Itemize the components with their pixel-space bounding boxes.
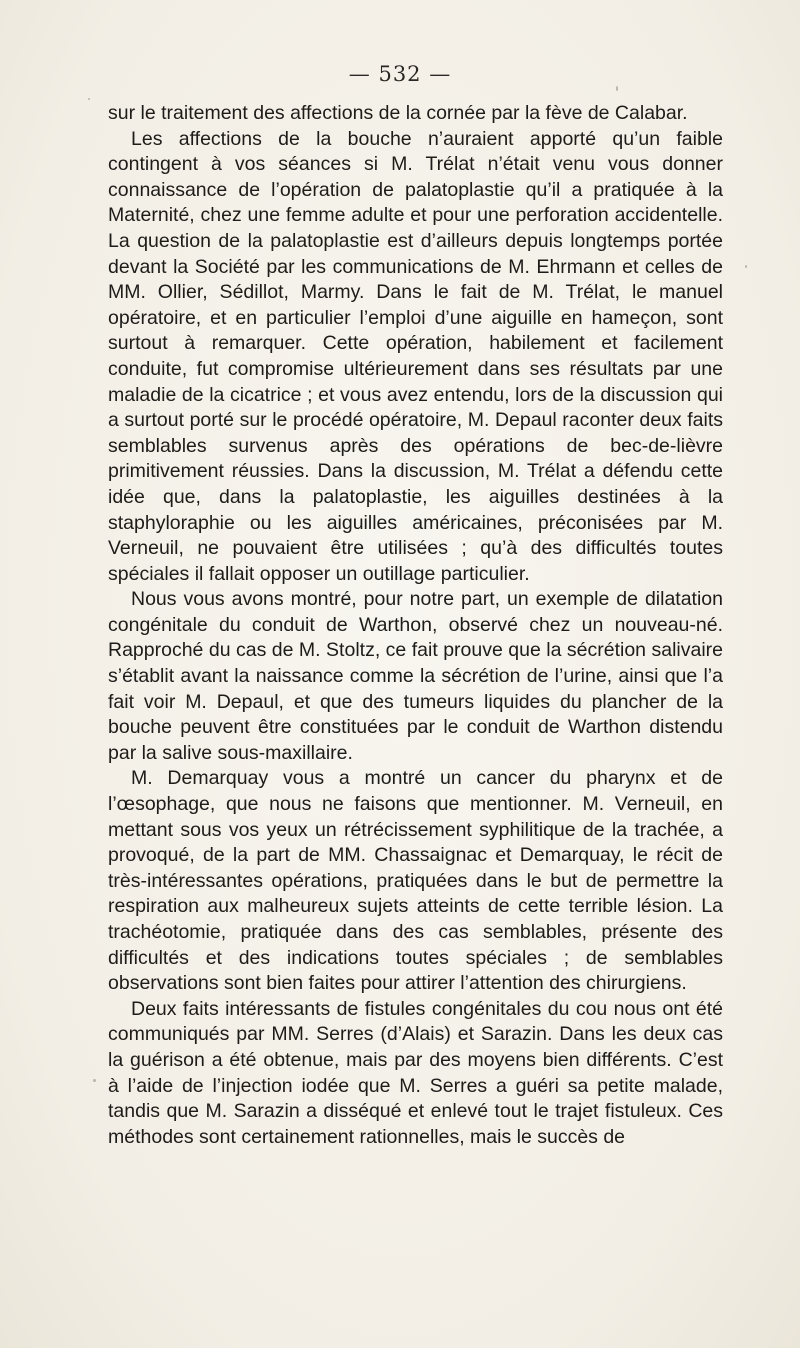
scan-speck: [745, 265, 747, 268]
paragraph-fistules: Deux faits intéressants de fistules congénitales du cou nous ont été communiqués par MM. Serres (d’Alais) et Sarazin. Dans les deux cas la guérison a été obtenue, mais par des moyens bien différents. C’est à l’aide de l’injection iodée que M. Serres a guéri sa petite malade, tandis que M. Sarazin a disséqué et enlevé tout le trajet fistuleux. Ces méthodes sont certainement rationnelles, mais le succès de: [108, 997, 723, 1148]
paragraph-continuation: sur le traitement des affections de la cornée par la fève de Calabar.: [108, 102, 688, 124]
paragraph-warthon: Nous vous avons montré, pour notre part, un exemple de dilatation congénitale du conduit de Warthon, observé chez un nouveau-né. Rapproché du cas de M. Stoltz, ce fait prouve que la sécrétion salivaire s’établit avant la naissance comme la sécrétion de l’urine, ainsi que l’a fait voir M. Depaul, et que des tumeurs liquides du plancher de la bouche peuvent être constituées par le conduit de Warthon distendu par la salive sous-maxillaire.: [108, 588, 723, 764]
scan-speck: [93, 1079, 96, 1082]
scan-speck: [616, 86, 618, 91]
scan-speck: [88, 98, 90, 100]
paragraph-pharynx-trachee: M. Demarquay vous a montré un cancer du pharynx et de l’œsophage, que nous ne faisons que mentionner. M. Verneuil, en mettant sous vos yeux un rétrécissement syphilitique de la trachée, a provoqué, de la part de MM. Chassaignac et Demarquay, le récit de très-intéressantes opérations, pratiquées dans le but de permettre la respiration aux malheureux sujets atteints de cette terrible lésion. La trachéotomie, pratiquée dans des cas semblables, présente des difficultés et des indications toutes spéciales ; de semblables observations sont bien faites pour attirer l’attention des chirurgiens.: [108, 767, 723, 995]
body-text: [108, 101, 723, 1150]
paragraph-palatoplastie: Les affections de la bouche n’auraient apporté qu’un faible contingent à vos séances si M. Trélat n’était venu vous donner connaissance de l’opération de palatoplastie qu’il a pratiquée à la Maternité, chez une femme adulte et pour une perforation accidentelle. La question de la palatoplastie est d’ailleurs depuis longtemps portée devant la Société par les communications de M. Ehrmann et celles de MM. Ollier, Sédillot, Marmy. Dans le fait de M. Trélat, le manuel opératoire, et en particulier l’emploi d’une aiguille en hameçon, sont surtout à remarquer. Cette opération, habilement et facilement conduite, fut compromise ultérieurement dans ses résultats par une maladie de la cicatrice ; et vous avez entendu, lors de la discussion qui a surtout porté sur le procédé opératoire, M. Depaul raconter deux faits semblables survenus après des opérations de bec-de-lièvre primitivement réussies. Dans la discussion, M. Trélat a défendu cette idée que, dans la palatoplastie, les aiguilles destinées à la staphyloraphie ou les aiguilles américaines, préconisées par M. Verneuil, ne pouvaient être utilisées ; qu’à des difficultés toutes spéciales il fallait opposer un outillage particulier.: [108, 127, 723, 585]
page-number: — 532 —: [348, 62, 452, 86]
